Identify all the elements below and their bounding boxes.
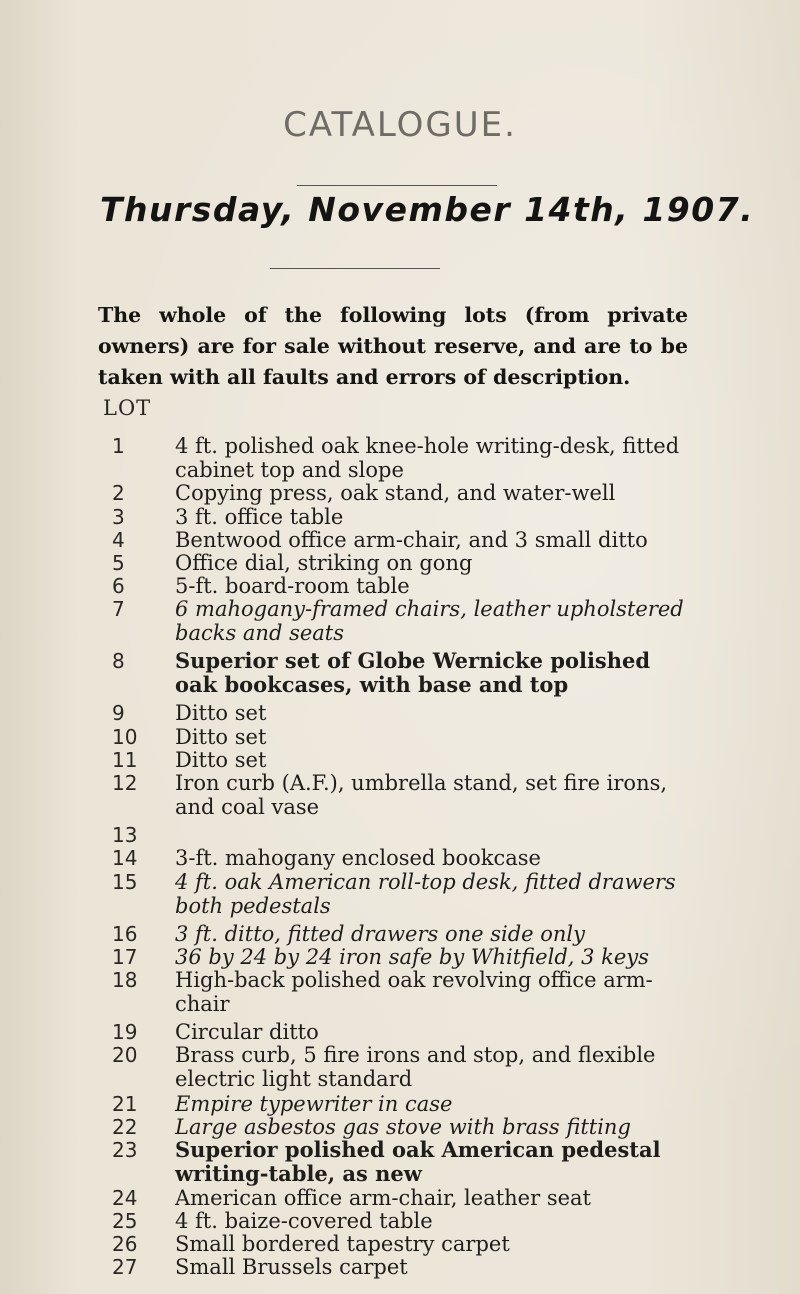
lot-description: Bentwood office arm-chair, and 3 small ditto: [175, 527, 648, 552]
lot-number: 20: [112, 1043, 138, 1068]
lot-number: 2: [112, 481, 125, 506]
lot-description: 3-ft. mahogany enclosed bookcase: [175, 846, 541, 871]
lot-description: Brass curb, 5 fire irons and stop, and flexible electric light standard: [175, 1043, 656, 1092]
lot-description: Superior polished oak American pedestal writing-table, as new: [175, 1136, 661, 1186]
lot-description: 4 ft. baize-covered table: [175, 1208, 433, 1233]
lot-number: 8: [112, 649, 125, 674]
lot-number: 27: [112, 1255, 138, 1279]
lot-number: 4: [112, 527, 125, 552]
lot-number: 19: [112, 1020, 138, 1045]
lot-description: Small bordered tapestry carpet: [175, 1231, 510, 1256]
lot-description: Office dial, striking on gong: [175, 551, 473, 576]
lot-number: 14: [112, 846, 138, 871]
divider: [270, 268, 440, 269]
lot-number: 24: [112, 1186, 138, 1211]
lot-description: Large asbestos gas stove with brass fitting: [175, 1114, 631, 1139]
lot-number: 17: [112, 944, 138, 969]
lot-number: 1: [112, 434, 125, 458]
lot-number: 21: [112, 1091, 138, 1116]
lot-number: 11: [112, 747, 138, 772]
lot-description: Empire typewriter in case: [175, 1091, 453, 1116]
lot-description: 5-ft. board-room table: [175, 574, 410, 599]
lot-number: 26: [112, 1231, 138, 1256]
lot-number: 23: [112, 1137, 138, 1162]
lot-description: [175, 434, 685, 482]
lot-number: 22: [112, 1114, 138, 1139]
lot-description: Small Brussels carpet: [175, 1255, 408, 1279]
lot-description: 36 by 24 by 24 iron safe by Whitfield, 3 keys: [175, 944, 649, 969]
lot-description: Copying press, oak stand, and water-well: [175, 481, 616, 506]
lot-description: American office arm-chair, leather seat: [175, 1186, 591, 1211]
lot-number: 5: [112, 551, 125, 576]
lot-description: 3 ft. ditto, fitted drawers one side only: [175, 921, 586, 946]
lot-number: 25: [112, 1208, 138, 1233]
lot-description-text: 4 ft. polished oak knee-hole writing-desk, fitted cabinet top and slope: [175, 434, 680, 482]
lot-number: 6: [112, 574, 125, 599]
lot-number: 16: [112, 921, 138, 946]
lot-number: 7: [112, 597, 125, 622]
intro-paragraph: The whole of the following lots (from private owners) are for sale without reserve, and are to be taken with all faults and errors of description.: [98, 303, 688, 389]
lot-number: 15: [112, 869, 138, 894]
lot-column-label: LOT: [103, 396, 152, 420]
lot-description: Superior set of Globe Wernicke polished oak bookcases, with base and top: [175, 648, 651, 698]
lot-number: 9: [112, 701, 125, 726]
lot-description: 4 ft. oak American roll-top desk, fitted drawers both pedestals: [175, 869, 676, 918]
sale-date: Thursday, November 14th, 1907.: [100, 190, 755, 229]
lot-description: Ditto set: [175, 701, 267, 726]
lot-description: 6 mahogany-framed chairs, leather upholstered backs and seats: [175, 597, 684, 646]
lot-number: 10: [112, 724, 138, 749]
lot-description: Ditto set: [175, 724, 267, 749]
lot-description: 3 ft. office table: [175, 504, 344, 529]
divider: [297, 185, 497, 186]
lot-description: Iron curb (A.F.), umbrella stand, set fire irons, and coal vase: [175, 771, 668, 820]
lot-number: 12: [112, 771, 138, 796]
catalogue-heading: CATALOGUE.: [283, 105, 517, 145]
lot-number: 13: [112, 823, 138, 848]
lot-description: Ditto set: [175, 747, 267, 772]
lot-number: 18: [112, 968, 138, 993]
lot-number: 3: [112, 504, 125, 529]
lot-description: Circular ditto: [175, 1020, 319, 1045]
lot-description: High-back polished oak revolving office arm-chair: [175, 968, 653, 1017]
